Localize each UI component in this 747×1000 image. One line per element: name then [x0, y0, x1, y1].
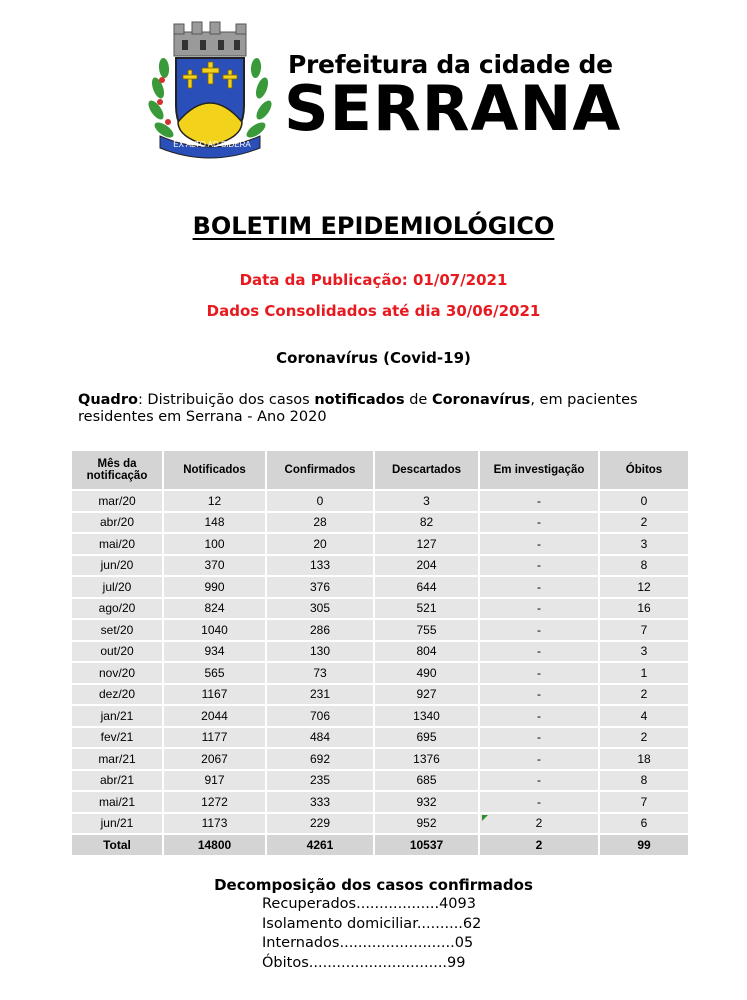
cell-confirmed: 0	[267, 491, 373, 511]
table-row	[72, 642, 688, 662]
cell-deaths: 7	[600, 792, 688, 812]
cell-notified: 917	[164, 771, 265, 791]
cell-discarded: 695	[375, 728, 478, 748]
cell-investigation: -	[480, 556, 598, 576]
col-header-confirmed: Confirmados	[267, 451, 373, 489]
cell-discarded: 521	[375, 599, 478, 619]
decomposition-item: Óbitos..............................99	[262, 954, 466, 971]
cell-notified: 565	[164, 663, 265, 683]
caption-label: Quadro	[78, 392, 138, 408]
cell-notified: 12	[164, 491, 265, 511]
cell-confirmed: 286	[267, 620, 373, 640]
cell-deaths: 2	[600, 513, 688, 533]
table-row	[72, 814, 688, 834]
city-name: SERRANA	[284, 72, 622, 145]
table-body	[72, 491, 688, 855]
cell-deaths: 8	[600, 771, 688, 791]
crest-motto: EX ALTO AD SIDERA	[173, 140, 251, 149]
caption-bold-2: Coronavírus	[431, 392, 531, 408]
bulletin-title: BOLETIM EPIDEMIOLÓGICO	[192, 212, 555, 240]
cell-investigation: -	[480, 728, 598, 748]
cell-deaths: 0	[600, 491, 688, 511]
col-header-investigation: Em investigação	[480, 451, 598, 489]
col-header-notified: Notificados	[164, 451, 265, 489]
cell-confirmed: 231	[267, 685, 373, 705]
table-row	[72, 620, 688, 640]
cell-confirmed: 376	[267, 577, 373, 597]
cell-month: mai/20	[72, 534, 162, 554]
cell-notified: 1177	[164, 728, 265, 748]
cell-notified: 990	[164, 577, 265, 597]
cell-confirmed: 20	[267, 534, 373, 554]
cell-month: fev/21	[72, 728, 162, 748]
cell-investigation: -	[480, 792, 598, 812]
cell-notified: 1167	[164, 685, 265, 705]
cell-month: ago/20	[72, 599, 162, 619]
cell-investigation: -	[480, 663, 598, 683]
cell-month: jan/21	[72, 706, 162, 726]
table-row	[72, 771, 688, 791]
cell-notified: 1040	[164, 620, 265, 640]
cell-notified: 1272	[164, 792, 265, 812]
cell-month: out/20	[72, 642, 162, 662]
table-row	[72, 749, 688, 769]
table-row	[72, 577, 688, 597]
cell-investigation: -	[480, 749, 598, 769]
cell-month: jul/20	[72, 577, 162, 597]
total-discarded: 10537	[375, 835, 478, 855]
table-row	[72, 685, 688, 705]
cell-month: mai/21	[72, 792, 162, 812]
cell-month: abr/20	[72, 513, 162, 533]
header	[148, 18, 622, 163]
total-investigation: 2	[480, 835, 598, 855]
decomposition-item: Internados.........................05	[262, 935, 474, 951]
cell-investigation: 2	[480, 814, 598, 834]
cell-investigation: -	[480, 620, 598, 640]
caption-text-3: , em pacientes residentes em Serrana - Ano 2020	[78, 392, 638, 425]
cell-deaths: 3	[600, 534, 688, 554]
table-total-row	[72, 835, 688, 855]
cell-investigation: -	[480, 706, 598, 726]
city-crest-icon	[148, 18, 273, 163]
cell-investigation: -	[480, 771, 598, 791]
caption-text-2: de	[404, 392, 432, 408]
table-caption	[78, 392, 698, 426]
cell-notified: 2044	[164, 706, 265, 726]
table-row	[72, 663, 688, 683]
cell-confirmed: 130	[267, 642, 373, 662]
table-row	[72, 706, 688, 726]
cell-discarded: 1376	[375, 749, 478, 769]
cell-confirmed: 235	[267, 771, 373, 791]
total-month: Total	[72, 835, 162, 855]
cell-notified: 934	[164, 642, 265, 662]
cell-month: jun/20	[72, 556, 162, 576]
cell-discarded: 1340	[375, 706, 478, 726]
cell-month: nov/20	[72, 663, 162, 683]
table-row	[72, 792, 688, 812]
cell-discarded: 685	[375, 771, 478, 791]
decomposition-item: Isolamento domiciliar..........62	[262, 915, 482, 932]
table-header-row	[72, 451, 688, 489]
cell-deaths: 7	[600, 620, 688, 640]
cell-deaths: 2	[600, 685, 688, 705]
col-header-month: Mês da notificação	[72, 451, 162, 489]
cell-investigation: -	[480, 513, 598, 533]
cell-deaths: 6	[600, 814, 688, 834]
cell-notified: 2067	[164, 749, 265, 769]
prefeitura-label: Prefeitura da cidade de	[288, 50, 613, 79]
total-notified: 14800	[164, 835, 265, 855]
cell-deaths: 16	[600, 599, 688, 619]
cell-discarded: 927	[375, 685, 478, 705]
cell-discarded: 755	[375, 620, 478, 640]
col-header-deaths: Óbitos	[600, 451, 688, 489]
cell-deaths: 4	[600, 706, 688, 726]
cell-discarded: 932	[375, 792, 478, 812]
decomposition-list	[262, 895, 481, 973]
cell-notified: 100	[164, 534, 265, 554]
publication-date: Data da Publicação: 01/07/2021	[239, 271, 508, 289]
consolidated-date: Dados Consolidados até dia 30/06/2021	[206, 302, 541, 320]
cell-notified: 824	[164, 599, 265, 619]
cell-discarded: 804	[375, 642, 478, 662]
cell-month: jun/21	[72, 814, 162, 834]
cell-confirmed: 484	[267, 728, 373, 748]
cell-investigation: -	[480, 534, 598, 554]
cell-deaths: 2	[600, 728, 688, 748]
cell-confirmed: 333	[267, 792, 373, 812]
table-row	[72, 513, 688, 533]
caption-bold-1: notificados	[314, 392, 405, 408]
cell-discarded: 952	[375, 814, 478, 834]
cell-discarded: 490	[375, 663, 478, 683]
cell-confirmed: 28	[267, 513, 373, 533]
cell-deaths: 1	[600, 663, 688, 683]
table-row	[72, 728, 688, 748]
cell-month: mar/21	[72, 749, 162, 769]
cell-confirmed: 706	[267, 706, 373, 726]
col-header-discarded: Descartados	[375, 451, 478, 489]
decomposition-title: Decomposição dos casos confirmados	[214, 876, 533, 894]
cell-deaths: 12	[600, 577, 688, 597]
cell-discarded: 127	[375, 534, 478, 554]
cell-investigation: -	[480, 599, 598, 619]
cell-investigation: -	[480, 685, 598, 705]
cell-notified: 370	[164, 556, 265, 576]
cell-confirmed: 229	[267, 814, 373, 834]
decomposition-item: Recuperados..................4093	[262, 896, 476, 912]
cell-deaths: 3	[600, 642, 688, 662]
cell-discarded: 82	[375, 513, 478, 533]
cell-month: set/20	[72, 620, 162, 640]
table-row	[72, 599, 688, 619]
cell-confirmed: 305	[267, 599, 373, 619]
bulletin-subtitle: Coronavírus (Covid-19)	[276, 349, 471, 367]
cell-confirmed: 133	[267, 556, 373, 576]
table-row	[72, 556, 688, 576]
cell-confirmed: 692	[267, 749, 373, 769]
cell-investigation: -	[480, 642, 598, 662]
cell-notified: 148	[164, 513, 265, 533]
total-deaths: 99	[600, 835, 688, 855]
cell-month: dez/20	[72, 685, 162, 705]
cell-month: abr/21	[72, 771, 162, 791]
cell-notified: 1173	[164, 814, 265, 834]
table-row	[72, 534, 688, 554]
cell-discarded: 644	[375, 577, 478, 597]
cell-investigation: -	[480, 577, 598, 597]
cell-deaths: 18	[600, 749, 688, 769]
cell-discarded: 204	[375, 556, 478, 576]
cell-deaths: 8	[600, 556, 688, 576]
cell-investigation: -	[480, 491, 598, 511]
total-confirmed: 4261	[267, 835, 373, 855]
caption-text-1: : Distribuição dos casos	[137, 392, 315, 408]
cases-table	[70, 449, 690, 857]
cell-month: mar/20	[72, 491, 162, 511]
cell-discarded: 3	[375, 491, 478, 511]
cell-confirmed: 73	[267, 663, 373, 683]
table-row	[72, 491, 688, 511]
